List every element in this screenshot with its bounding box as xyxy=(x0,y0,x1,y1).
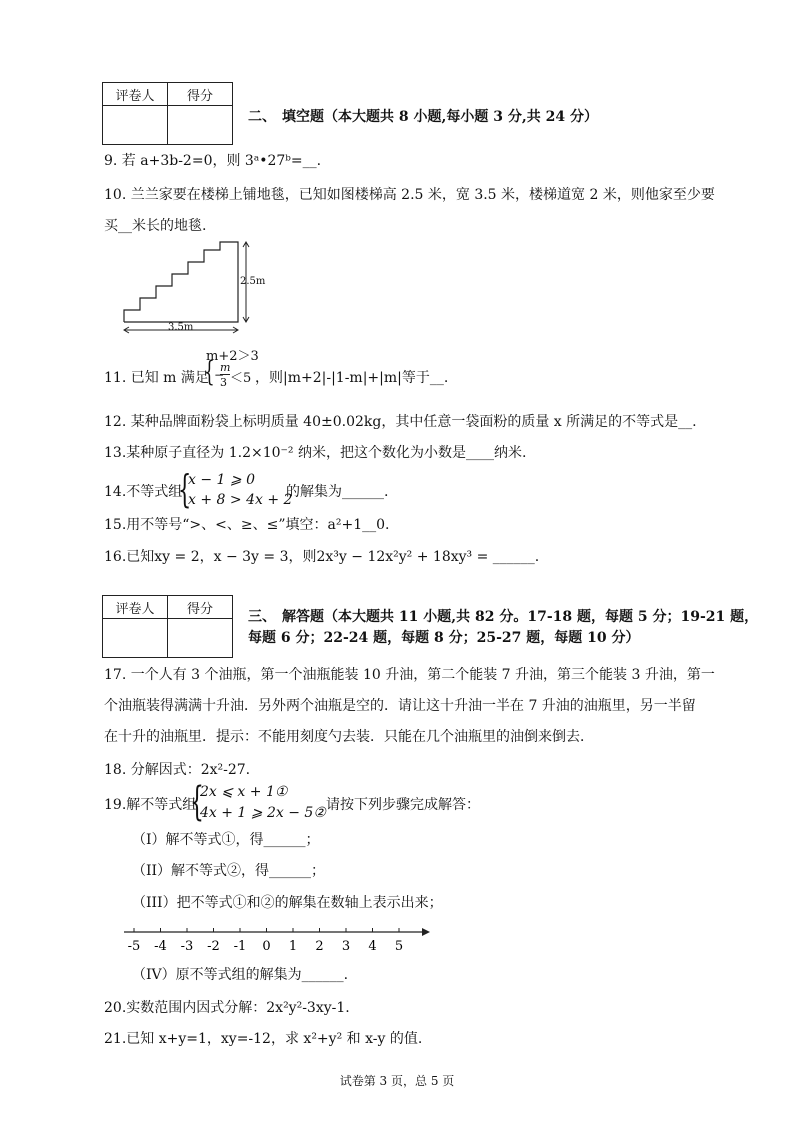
question-21: 21.已知 x+y=1，xy=-12，求 x²+y² 和 x-y 的值. xyxy=(104,1031,423,1047)
number-line xyxy=(122,922,432,958)
question-16: 16.已知xy = 2，x − 3y = 3，则2x³y − 12x²y² + 18xy³ = ______. xyxy=(104,549,540,565)
q11-cond2-rest: ＜5 xyxy=(230,371,252,386)
question-20: 20.实数范围内因式分解：2x²y²-3xy-1. xyxy=(104,1000,350,1016)
tick-label: -4 xyxy=(154,939,167,954)
question-11-suffix: ，则|m+2|-|1-m|+|m|等于__. xyxy=(255,370,449,386)
section3-title-line1: 解答题（本大题共 11 小题,共 82 分。17-18 题，每题 5 分；19-21 题， xyxy=(282,609,759,625)
score-cell xyxy=(168,106,233,145)
q19-brace: { xyxy=(190,779,204,825)
question-17-line2: 个油瓶装得满满十升油．另外两个油瓶是空的．请让这十升油一半在 7 升油的油瓶里，另一半留 xyxy=(104,698,696,714)
q19-row1: 2x ⩽ x + 1① xyxy=(200,784,288,800)
score-header: 得分 xyxy=(168,596,233,619)
question-19-prefix: 19.解不等式组 xyxy=(104,797,197,813)
question-9: 9. 若 a+3b-2=0，则 3ᵃ•27ᵇ=__. xyxy=(104,153,322,169)
question-17-line3: 在十升的油瓶里．提示：不能用刻度勺去装．只能在几个油瓶里的油倒来倒去． xyxy=(104,729,594,745)
tick-label: -2 xyxy=(207,939,220,954)
question-10-line2: 买__米长的地毯. xyxy=(104,218,207,234)
question-10-line1: 10. 兰兰家要在楼梯上铺地毯，已知如图楼梯高 2.5 米，宽 3.5 米，楼梯道宽 2 米，则他家至少要 xyxy=(104,187,715,203)
tick-label: 4 xyxy=(368,939,377,954)
grader-header: 评卷人 xyxy=(103,596,168,619)
question-15: 15.用不等号“>、<、≥、≤”填空：a²+1__0. xyxy=(104,517,390,533)
tick-label: -5 xyxy=(127,939,141,954)
q11-cond2-sign: − xyxy=(214,368,225,382)
tick-label: 5 xyxy=(394,939,404,954)
tick-label: 3 xyxy=(341,939,351,954)
question-13: 13.某种原子直径为 1.2×10⁻² 纳米，把这个数化为小数是____纳米. xyxy=(104,445,527,461)
q19-step4: （IV）原不等式组的解集为______. xyxy=(132,967,349,983)
section2-number: 二、 xyxy=(248,109,276,125)
score-header: 得分 xyxy=(168,83,233,106)
tick-label: 2 xyxy=(315,939,324,954)
q19-row2: 4x + 1 ⩾ 2x − 5② xyxy=(200,805,326,821)
tick-label: -3 xyxy=(180,939,194,954)
grader-cell xyxy=(103,106,168,145)
tick-label: -1 xyxy=(233,939,247,954)
q11-cond2-numerator: m xyxy=(220,361,231,374)
q11-brace: { xyxy=(204,355,215,388)
q19-step1: （I）解不等式①，得______； xyxy=(132,832,320,848)
number-line-arrow xyxy=(422,928,430,936)
q14-row2: x + 8 > 4x + 2 xyxy=(188,492,293,508)
q11-cond2-denominator: 3 xyxy=(220,376,227,389)
q11-condition1: m+2＞3 xyxy=(206,349,259,364)
question-19-suffix: 请按下列步骤完成解答： xyxy=(326,797,480,813)
staircase-outline xyxy=(124,242,238,322)
fig-height-label: 2.5m xyxy=(240,276,266,287)
page-footer: 试卷第 3 页，总 5 页 xyxy=(339,1074,455,1088)
fig-width-label: 3.5m xyxy=(168,322,194,333)
score-cell xyxy=(168,619,233,658)
grader-header: 评卷人 xyxy=(103,83,168,106)
q19-step2: （II）解不等式②，得______； xyxy=(132,863,326,879)
question-11-prefix: 11. 已知 m 满足 xyxy=(104,370,209,386)
score-table-section3 xyxy=(102,595,233,658)
tick-label: 1 xyxy=(288,939,298,954)
question-14-prefix: 14.不等式组 xyxy=(104,484,183,500)
tick-label: 0 xyxy=(262,939,271,954)
question-17-line1: 17. 一个人有 3 个油瓶，第一个油瓶能装 10 升油，第二个能装 7 升油，第三个能装 3 升油，第一 xyxy=(104,667,715,683)
section3-number: 三、 xyxy=(248,609,276,625)
question-18: 18. 分解因式：2x²-27. xyxy=(104,762,251,778)
question-12: 12. 某种品牌面粉袋上标明质量 40±0.02kg，其中任意一袋面粉的质量 x 所满足的不等式是__. xyxy=(104,414,697,430)
q14-row1: x − 1 ⩾ 0 xyxy=(188,472,255,488)
score-table-section2 xyxy=(102,82,233,145)
section2-title: 填空题（本大题共 8 小题,每小题 3 分,共 24 分） xyxy=(282,109,598,125)
question-14-suffix: 的解集为______. xyxy=(286,484,389,500)
grader-cell xyxy=(103,619,168,658)
section3-title-line2: 每题 6 分；22-24 题，每题 8 分；25-27 题，每题 10 分） xyxy=(248,630,640,646)
q19-step3: （III）把不等式①和②的解集在数轴上表示出来； xyxy=(132,895,443,911)
q14-brace: { xyxy=(178,467,192,511)
